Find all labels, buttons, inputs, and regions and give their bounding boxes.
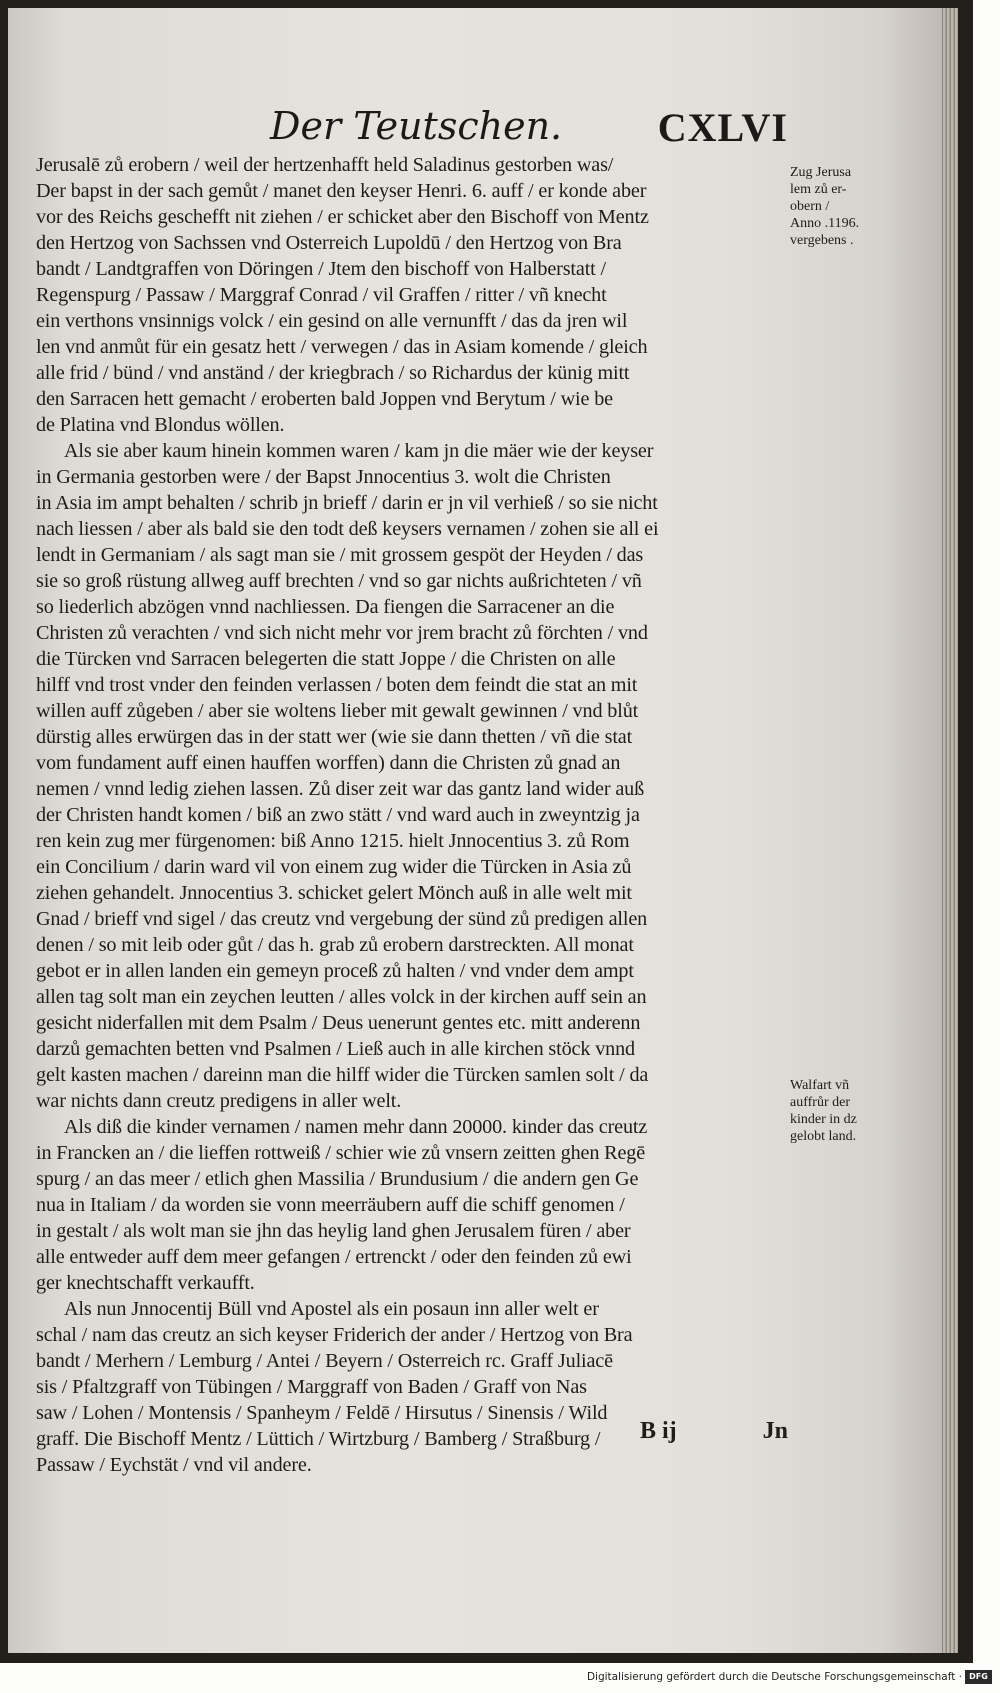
text-line: war nichts dann creutz predigens in aller welt.	[36, 1090, 402, 1112]
marginal-note-childrens-crusade	[790, 1077, 890, 1145]
page-fore-edge	[942, 8, 958, 1653]
text-line: willen auff zůgeben / aber sie woltens lieber mit gewalt gewinnen / vnd blůt	[36, 700, 639, 722]
text-line: darzů gemachten betten vnd Psalmen / Ließ auch in alle kirchen stöck vnnd	[36, 1038, 635, 1060]
marginal-note-line: vergebens .	[790, 233, 854, 248]
text-line: sie so groß rüstung allweg auff brechten / vnd so gar nichts außrichteten / vñ	[36, 570, 642, 592]
paragraph	[36, 152, 788, 438]
text-line: denen / so mit leib oder gůt / das h. grab zů erobern darstreckten. All monat	[36, 934, 634, 956]
marginal-note-line: auffrůr der	[790, 1095, 850, 1110]
text-line: vor des Reichs geschefft nit ziehen / er schicket aber den Bischoff von Mentz	[36, 206, 649, 228]
marginal-note-line: lem zů er-	[790, 182, 847, 197]
text-line: gebot er in allen landen ein gemeyn proceß zů halten / vnd vnder dem ampt	[36, 960, 634, 982]
text-line: Als diß die kinder vernamen / namen mehr dann 20000. kinder das creutz	[64, 1116, 648, 1138]
text-line: gesicht niderfallen mit dem Psalm / Deus uenerunt gentes etc. mitt anderenn	[36, 1012, 641, 1034]
text-line: ziehen gehandelt. Jnnocentius 3. schicket gelert Mönch auß in alle welt mit	[36, 882, 632, 904]
text-line: in Francken an / die lieffen rottweiß / schier wie zů vnsern zeitten ghen Regē	[36, 1142, 646, 1164]
text-line: ren kein zug mer fürgenomen: biß Anno 1215. hielt Jnnocentius 3. zů Rom	[36, 830, 630, 852]
footer-credit: Digitalisierung gefördert durch die Deutsche Forschungsgemeinschaft ·	[586, 1671, 962, 1683]
paragraph	[36, 1296, 788, 1478]
signature-mark: B ij	[640, 1418, 677, 1444]
marginal-note-crusade-1196	[790, 164, 890, 249]
text-line: nemen / vnnd ledig ziehen lassen. Zů diser zeit war das gantz land wider auß	[36, 778, 645, 800]
marginal-note-line: Walfart vñ	[790, 1078, 850, 1093]
marginal-note-line: Zug Jerusa	[790, 165, 852, 180]
text-line: der Christen handt komen / biß an zwo stätt / vnd ward auch in zweyntzig ja	[36, 804, 640, 826]
text-line: in Asia im ampt behalten / schrib jn brieff / darin er jn vil verhieß / so sie nicht	[36, 492, 658, 514]
text-line: nua in Italiam / da worden sie vonn meerräubern auff die schiff genomen /	[36, 1194, 625, 1216]
text-line: bandt / Merhern / Lemburg / Antei / Beyern / Osterreich rc. Graff Juliacē	[36, 1350, 613, 1372]
folio-number: CXLVI	[657, 105, 788, 150]
text-line: alle entweder auff dem meer gefangen / ertrenckt / oder den feinden zů ewi	[36, 1246, 632, 1268]
text-line: Regenspurg / Passaw / Marggraf Conrad / vil Graffen / ritter / vñ knecht	[36, 284, 607, 306]
marginal-note-line: Anno .1196.	[790, 216, 860, 231]
text-line: sis / Pfaltzgraff von Tübingen / Marggraff von Baden / Graff von Nas	[36, 1376, 587, 1398]
text-line: den Sarracen hett gemacht / eroberten bald Joppen vnd Berytum / wie be	[36, 388, 613, 410]
body-text	[36, 152, 788, 1478]
marginal-note-line: kinder in dz	[790, 1112, 857, 1127]
text-line: Als nun Jnnocentij Büll vnd Apostel als ein posaun inn aller welt er	[64, 1298, 599, 1320]
text-line: Gnad / brieff vnd sigel / das creutz vnd vergebung der sünd zů predigen allen	[36, 908, 648, 930]
text-line: nach liessen / aber als bald sie den todt deß keysers vernamen / zohen sie all ei	[36, 518, 659, 540]
text-line: de Platina vnd Blondus wöllen.	[36, 414, 285, 436]
text-line: ein verthons vnsinnigs volck / ein gesind on alle vernunfft / das da jren wil	[36, 310, 628, 332]
text-line: dürstig alles erwürgen das in der statt wer (wie sie dann thetten / vñ die stat	[36, 726, 633, 748]
text-line: Passaw / Eychstät / vnd vil andere.	[36, 1454, 312, 1476]
text-line: saw / Lohen / Montensis / Spanheym / Feldē / Hirsutus / Sinensis / Wild	[36, 1402, 608, 1424]
text-line: den Hertzog von Sachssen vnd Osterreich Lupoldū / den Hertzog von Bra	[36, 232, 622, 254]
text-line: ein Concilium / darin ward vil von einem zug wider die Türcken in Asia zů	[36, 856, 632, 878]
text-line: vom fundament auff einen hauffen worffen) dann die Christen zů gnad an	[36, 752, 621, 774]
paragraph	[36, 1114, 788, 1296]
running-title: Der Teutschen.	[270, 104, 563, 148]
paragraph	[36, 438, 788, 1114]
text-line: Der bapst in der sach gemůt / manet den keyser Henri. 6. auff / er konde aber	[36, 180, 647, 202]
text-line: Als sie aber kaum hinein kommen waren / kam jn die mäer wie der keyser	[64, 440, 654, 462]
text-line: lendt in Germaniam / als sagt man sie / mit grossem gespöt der Heyden / das	[36, 544, 644, 566]
catchline	[640, 1418, 788, 1450]
dfg-logo: DFG	[965, 1670, 992, 1684]
text-line: bandt / Landtgraffen von Döringen / Jtem den bischoff von Halberstatt /	[36, 258, 606, 280]
text-line: hilff vnd trost vnder den feinden verlassen / boten dem feindt die stat an mit	[36, 674, 638, 696]
text-line: die Türcken vnd Sarracen belegerten die statt Joppe / die Christen on alle	[36, 648, 616, 670]
marginal-note-line: obern /	[790, 199, 830, 214]
text-line: in Germania gestorben were / der Bapst Jnnocentius 3. wolt die Christen	[36, 466, 611, 488]
text-line: graff. Die Bischoff Mentz / Lüttich / Wirtzburg / Bamberg / Straßburg /	[36, 1428, 601, 1450]
marginal-note-line: gelobt land.	[790, 1129, 857, 1144]
text-line: allen tag solt man ein zeychen leutten / alles volck in der kirchen auff sein an	[36, 986, 647, 1008]
text-line: alle frid / bünd / vnd anständ / der kriegbrach / so Richardus der künig mitt	[36, 362, 630, 384]
digitization-footer	[0, 1663, 1000, 1693]
text-line: spurg / an das meer / etlich ghen Massilia / Brundusium / die andern gen Ge	[36, 1168, 639, 1190]
text-line: so liederlich abzögen vnnd nachliessen. Da fiengen die Sarracener an die	[36, 596, 615, 618]
text-line: gelt kasten machen / dareinn man die hilff wider die Türcken samlen solt / da	[36, 1064, 649, 1086]
text-line: Christen zů verachten / vnd sich nicht mehr vor jrem bracht zů förchten / vnd	[36, 622, 648, 644]
text-line: in gestalt / als wolt man sie jhn das heylig land ghen Jerusalem füren / aber	[36, 1220, 631, 1242]
text-line: Jerusalē zů erobern / weil der hertzenhafft held Saladinus gestorben was/	[36, 154, 614, 176]
text-line: ger knechtschafft verkaufft.	[36, 1272, 255, 1294]
text-line: schal / nam das creutz an sich keyser Friderich der ander / Hertzog von Bra	[36, 1324, 633, 1346]
catchword: Jn	[762, 1418, 788, 1444]
text-line: len vnd anmůt für ein gesatz hett / verwegen / das in Asiam komende / gleich	[36, 336, 648, 358]
